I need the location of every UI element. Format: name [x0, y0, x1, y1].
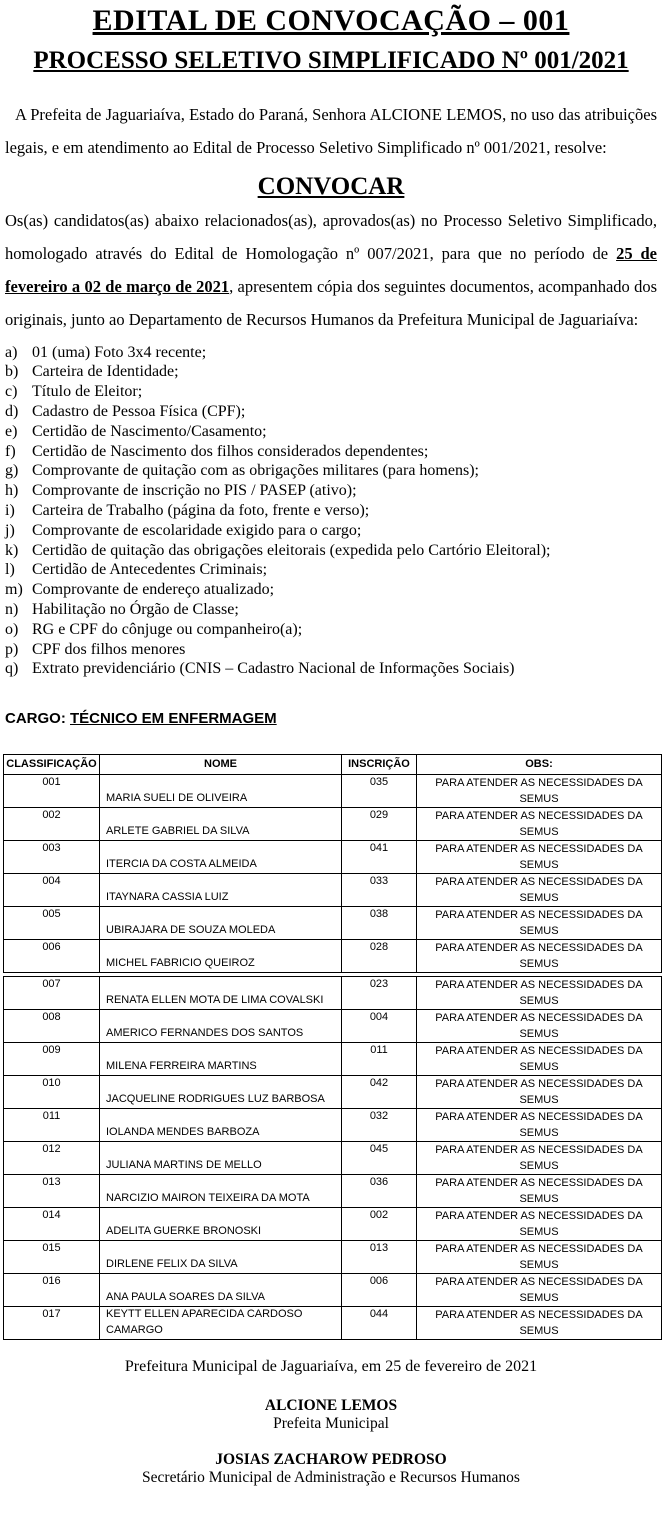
cell-classificacao: 014	[4, 1208, 100, 1241]
cell-nome: ITAYNARA CASSIA LUIZ	[100, 874, 342, 907]
cell-classificacao: 009	[4, 1043, 100, 1076]
cell-classificacao: 006	[4, 940, 100, 973]
cell-obs: PARA ATENDER AS NECESSIDADES DA SEMUS	[417, 907, 662, 940]
cell-inscricao: 041	[342, 841, 417, 874]
candidates-table-section	[3, 754, 659, 1340]
cargo-value: TÉCNICO EM ENFERMAGEM	[70, 710, 277, 728]
cell-nome: RENATA ELLEN MOTA DE LIMA COVALSKI	[100, 977, 342, 1010]
document-list-item	[3, 422, 659, 442]
cell-classificacao: 004	[4, 874, 100, 907]
cell-nome: ADELITA GUERKE BRONOSKI	[100, 1208, 342, 1241]
document-item-marker: p)	[5, 640, 19, 658]
table-row	[4, 1010, 662, 1043]
document-list-item	[3, 580, 659, 600]
cell-nome: NARCIZIO MAIRON TEIXEIRA DA MOTA	[100, 1175, 342, 1208]
cell-inscricao: 013	[342, 1241, 417, 1274]
table-row	[4, 907, 662, 940]
cell-obs: PARA ATENDER AS NECESSIDADES DA SEMUS	[417, 1010, 662, 1043]
document-item-text: Habilitação no Órgão de Classe;	[32, 600, 239, 618]
header-nome: NOME	[100, 755, 342, 775]
cell-nome: MILENA FERREIRA MARTINS	[100, 1043, 342, 1076]
document-item-text: Carteira de Trabalho (página da foto, frente e verso);	[32, 501, 370, 519]
intro-paragraph: A Prefeita de Jaguariaíva, Estado do Paraná, Senhora ALCIONE LEMOS, no uso das atribuições legais, e em atendimento ao Edital de Processo Seletivo Simplificado nº 001/2021, resolve:	[5, 105, 657, 158]
cell-inscricao: 045	[342, 1142, 417, 1175]
cell-inscricao: 035	[342, 775, 417, 808]
document-item-text: 01 (uma) Foto 3x4 recente;	[32, 343, 207, 361]
cell-obs: PARA ATENDER AS NECESSIDADES DA SEMUS	[417, 1307, 662, 1340]
summon-period-emphasis: 25 de fevereiro a 02 de março de 2021	[5, 243, 658, 296]
cell-nome: AMERICO FERNANDES DOS SANTOS	[100, 1010, 342, 1043]
cell-nome: ITERCIA DA COSTA ALMEIDA	[100, 841, 342, 874]
cell-nome: DIRLENE FELIX DA SILVA	[100, 1241, 342, 1274]
document-item-text: Extrato previdenciário (CNIS – Cadastro Nacional de Informações Sociais)	[32, 660, 515, 678]
cell-classificacao: 003	[4, 841, 100, 874]
cell-obs: PARA ATENDER AS NECESSIDADES DA SEMUS	[417, 874, 662, 907]
cargo-heading	[3, 710, 659, 727]
cell-inscricao: 032	[342, 1109, 417, 1142]
document-item-text: Cadastro de Pessoa Física (CPF);	[32, 402, 246, 420]
cell-obs: PARA ATENDER AS NECESSIDADES DA SEMUS	[417, 1109, 662, 1142]
cell-obs: PARA ATENDER AS NECESSIDADES DA SEMUS	[417, 1175, 662, 1208]
signature-role: Prefeita Municipal	[273, 1415, 389, 1433]
header-obs: OBS:	[417, 755, 662, 775]
cell-classificacao: 017	[4, 1307, 100, 1340]
cell-nome: JULIANA MARTINS DE MELLO	[100, 1142, 342, 1175]
cell-obs: PARA ATENDER AS NECESSIDADES DA SEMUS	[417, 808, 662, 841]
table-row	[4, 1274, 662, 1307]
document-item-marker: n)	[5, 600, 19, 618]
document-item-text: Comprovante de endereço atualizado;	[32, 581, 275, 599]
document-item-marker: d)	[5, 402, 19, 420]
table-row	[4, 775, 662, 808]
cell-inscricao: 038	[342, 907, 417, 940]
document-list-item	[3, 501, 659, 521]
cell-classificacao: 010	[4, 1076, 100, 1109]
cell-inscricao: 042	[342, 1076, 417, 1109]
table-body-part1	[4, 775, 662, 973]
document-item-marker: a)	[5, 343, 18, 361]
document-item-marker: b)	[5, 363, 19, 381]
cell-obs: PARA ATENDER AS NECESSIDADES DA SEMUS	[417, 1208, 662, 1241]
cell-classificacao: 015	[4, 1241, 100, 1274]
cargo-label: CARGO:	[5, 710, 70, 728]
table-body-part2	[4, 977, 662, 1340]
signature-name: ALCIONE LEMOS	[264, 1397, 398, 1415]
cell-classificacao: 016	[4, 1274, 100, 1307]
document-item-marker: o)	[5, 620, 19, 638]
cell-classificacao: 002	[4, 808, 100, 841]
cell-nome: KEYTT ELLEN APARECIDA CARDOSO CAMARGO	[100, 1307, 342, 1340]
header-inscricao: INSCRIÇÃO	[342, 755, 417, 775]
document-item-text: Certidão de Nascimento dos filhos considerados dependentes;	[32, 442, 429, 460]
document-item-text: RG e CPF do cônjuge ou companheiro(a);	[32, 620, 303, 638]
footer-date-line: Prefeitura Municipal de Jaguariaíva, em 25 de fevereiro de 2021	[124, 1358, 538, 1376]
cell-nome: IOLANDA MENDES BARBOZA	[100, 1109, 342, 1142]
document-list	[3, 343, 659, 680]
candidates-table	[3, 754, 662, 973]
document-list-item	[3, 442, 659, 462]
cell-nome: JACQUELINE RODRIGUES LUZ BARBOSA	[100, 1076, 342, 1109]
cell-inscricao: 033	[342, 874, 417, 907]
document-list-item	[3, 343, 659, 363]
document-item-marker: k)	[5, 541, 19, 559]
table-row	[4, 1043, 662, 1076]
table-row	[4, 977, 662, 1010]
document-item-marker: i)	[5, 501, 15, 519]
document-item-marker: g)	[5, 462, 19, 480]
table-row	[4, 808, 662, 841]
table-row	[4, 1241, 662, 1274]
cell-inscricao: 029	[342, 808, 417, 841]
table-row	[4, 1142, 662, 1175]
cell-classificacao: 001	[4, 775, 100, 808]
convocar-heading: CONVOCAR	[257, 173, 405, 201]
cell-obs: PARA ATENDER AS NECESSIDADES DA SEMUS	[417, 1076, 662, 1109]
cell-obs: PARA ATENDER AS NECESSIDADES DA SEMUS	[417, 1241, 662, 1274]
document-list-item	[3, 362, 659, 382]
header-classificacao: CLASSIFICAÇÃO	[4, 755, 100, 775]
document-list-item	[3, 382, 659, 402]
table-row	[4, 1076, 662, 1109]
cell-nome: ANA PAULA SOARES DA SILVA	[100, 1274, 342, 1307]
document-item-text: Comprovante de inscrição no PIS / PASEP (ativo);	[32, 482, 357, 500]
table-row	[4, 1208, 662, 1241]
document-item-text: Certidão de quitação das obrigações eleitorais (expedida pelo Cartório Eleitoral);	[32, 541, 551, 559]
cell-nome: MICHEL FABRICIO QUEIROZ	[100, 940, 342, 973]
cell-obs: PARA ATENDER AS NECESSIDADES DA SEMUS	[417, 1274, 662, 1307]
cell-nome: UBIRAJARA DE SOUZA MOLEDA	[100, 907, 342, 940]
cell-inscricao: 011	[342, 1043, 417, 1076]
cell-obs: PARA ATENDER AS NECESSIDADES DA SEMUS	[417, 977, 662, 1010]
document-list-item	[3, 560, 659, 580]
cell-nome: MARIA SUELI DE OLIVEIRA	[100, 775, 342, 808]
candidates-table-continued	[3, 976, 662, 1340]
document-item-marker: j)	[5, 521, 15, 539]
cell-obs: PARA ATENDER AS NECESSIDADES DA SEMUS	[417, 940, 662, 973]
cell-inscricao: 036	[342, 1175, 417, 1208]
signature-name: JOSIAS ZACHAROW PEDROSO	[215, 1450, 447, 1468]
table-row	[4, 874, 662, 907]
document-list-item	[3, 541, 659, 561]
cell-inscricao: 028	[342, 940, 417, 973]
document-subtitle: PROCESSO SELETIVO SIMPLIFICADO Nº 001/2021	[33, 46, 629, 74]
document-list-item	[3, 521, 659, 541]
document-list-item	[3, 640, 659, 660]
document-item-text: Comprovante de escolaridade exigido para o cargo;	[32, 521, 362, 539]
table-row	[4, 1109, 662, 1142]
table-header-row	[4, 755, 662, 775]
cell-inscricao: 006	[342, 1274, 417, 1307]
document-item-text: Certidão de Nascimento/Casamento;	[32, 422, 267, 440]
document-item-marker: l)	[5, 561, 15, 579]
cell-nome: ARLETE GABRIEL DA SILVA	[100, 808, 342, 841]
table-row	[4, 841, 662, 874]
cell-classificacao: 011	[4, 1109, 100, 1142]
document-item-marker: e)	[5, 422, 18, 440]
cell-inscricao: 023	[342, 977, 417, 1010]
cell-classificacao: 008	[4, 1010, 100, 1043]
cell-classificacao: 007	[4, 977, 100, 1010]
document-list-item	[3, 461, 659, 481]
cell-obs: PARA ATENDER AS NECESSIDADES DA SEMUS	[417, 841, 662, 874]
signature-block-mayor	[3, 1397, 659, 1433]
document-list-item	[3, 402, 659, 422]
document-item-marker: c)	[5, 383, 18, 401]
table-row	[4, 1175, 662, 1208]
document-list-item	[3, 481, 659, 501]
document-list-item	[3, 620, 659, 640]
signature-role: Secretário Municipal de Administração e Recursos Humanos	[142, 1468, 520, 1486]
cell-obs: PARA ATENDER AS NECESSIDADES DA SEMUS	[417, 775, 662, 808]
cell-classificacao: 005	[4, 907, 100, 940]
document-item-text: CPF dos filhos menores	[32, 640, 186, 658]
cell-obs: PARA ATENDER AS NECESSIDADES DA SEMUS	[417, 1142, 662, 1175]
document-item-marker: h)	[5, 482, 19, 500]
summon-paragraph	[5, 204, 657, 336]
document-list-item	[3, 600, 659, 620]
document-item-marker: q)	[5, 660, 19, 678]
document-title: EDITAL DE CONVOCAÇÃO – 001	[92, 4, 570, 37]
cell-inscricao: 044	[342, 1307, 417, 1340]
document-item-text: Carteira de Identidade;	[32, 363, 179, 381]
summon-text-before: Os(as) candidatos(as) abaixo relacionados(as), aprovados(as) no Processo Seletivo Simplificado, homologado através do Edital de Homologação nº 007/2021, para que no período de	[5, 210, 657, 263]
document-item-marker: m)	[5, 581, 23, 599]
document-item-text: Certidão de Antecedentes Criminais;	[32, 561, 268, 579]
signature-block-secretary	[3, 1451, 659, 1487]
cell-obs: PARA ATENDER AS NECESSIDADES DA SEMUS	[417, 1043, 662, 1076]
cell-inscricao: 004	[342, 1010, 417, 1043]
cell-classificacao: 013	[4, 1175, 100, 1208]
summon-text-after: , apresentem cópia dos seguintes documentos, acompanhado dos originais, junto ao Departamento de Recursos Humanos da Prefeitura Municipal de Jaguariaíva:	[5, 276, 657, 329]
table-row	[4, 940, 662, 973]
document-list-item	[3, 659, 659, 679]
cell-inscricao: 002	[342, 1208, 417, 1241]
table-row	[4, 1307, 662, 1340]
document-item-marker: f)	[5, 442, 16, 460]
document-item-text: Título de Eleitor;	[32, 383, 143, 401]
document-item-text: Comprovante de quitação com as obrigações militares (para homens);	[32, 462, 479, 480]
cell-classificacao: 012	[4, 1142, 100, 1175]
